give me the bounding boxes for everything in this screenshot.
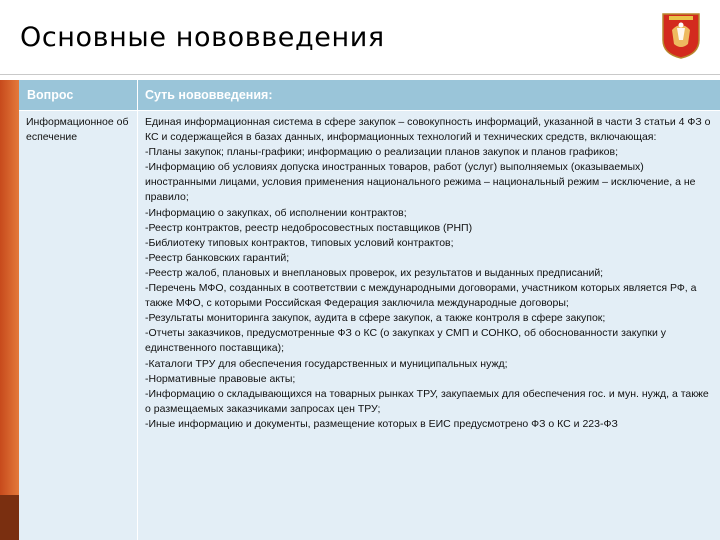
cell-question: Информационное обеспечение — [26, 116, 129, 143]
essence-line: -Отчеты заказчиков, предусмотренные ФЗ о КС (о закупках у СМП и СОНКО, об обоснованности закупки у единственного поставщика); — [145, 327, 667, 355]
coat-of-arms-icon — [660, 10, 702, 60]
essence-line: -Планы закупок; планы-графики; информацию о реализации планов закупок и планов графиков; — [145, 146, 619, 159]
header-essence: Суть нововведения: — [145, 88, 273, 102]
essence-line: -Реестр контрактов, реестр недобросовестных поставщиков (РНП) — [145, 221, 473, 234]
essence-line: -Информацию о складывающихся на товарных рынках ТРУ, закупаемых для обеспечения гос. и мун. нужд, а также о размещаемых заказчиками запросах цен ТРУ; — [145, 387, 709, 415]
essence-line: -Реестр жалоб, плановых и внеплановых проверок, их результатов и выданных предписаний; — [145, 266, 604, 279]
essence-line: -Каталоги ТРУ для обеспечения государственных и муниципальных нужд; — [145, 357, 508, 370]
essence-line: -Реестр банковских гарантий; — [145, 251, 290, 264]
left-accent-band — [0, 80, 20, 540]
essence-line: Единая информационная система в сфере закупок – совокупность информаций, указанной в части 3 статьи 4 ФЗ о КС и содержащейся в базах данных, информационных технологий и технических средств, включающая: — [145, 116, 711, 144]
essence-line: -Нормативные правовые акты; — [145, 372, 296, 385]
essence-line: -Информацию о закупках, об исполнении контрактов; — [145, 206, 407, 219]
innovations-table — [19, 80, 720, 540]
table-header-row — [19, 80, 720, 110]
slide-title: Основные нововведения — [20, 22, 385, 53]
essence-line: -Библиотеку типовых контрактов, типовых условий контрактов; — [145, 236, 454, 249]
essence-line: -Информацию об условиях допуска иностранных товаров, работ (услуг) выполняемых (оказываемых) иностранными лицами, условия применения национального режима – национальный режим – исключение, а не правило; — [145, 161, 696, 204]
left-accent-band-dark — [0, 495, 20, 540]
column-divider — [137, 80, 138, 540]
title-bar — [0, 0, 720, 72]
essence-line: -Иные информацию и документы, размещение которых в ЕИС предусмотрено ФЗ о КС и 223-ФЗ — [145, 417, 618, 430]
essence-line: -Перечень МФО, созданных в соответствии с международными договорами, участником которых является РФ, а также МФО, с которыми Российская Федерация заключила международные договоры; — [145, 282, 697, 310]
header-question: Вопрос — [27, 88, 74, 102]
essence-line: -Результаты мониторинга закупок, аудита в сфере закупок, а также контроля в сфере закупок; — [145, 312, 606, 325]
title-divider — [0, 74, 720, 75]
row-divider — [19, 110, 720, 111]
cell-essence — [145, 115, 713, 432]
